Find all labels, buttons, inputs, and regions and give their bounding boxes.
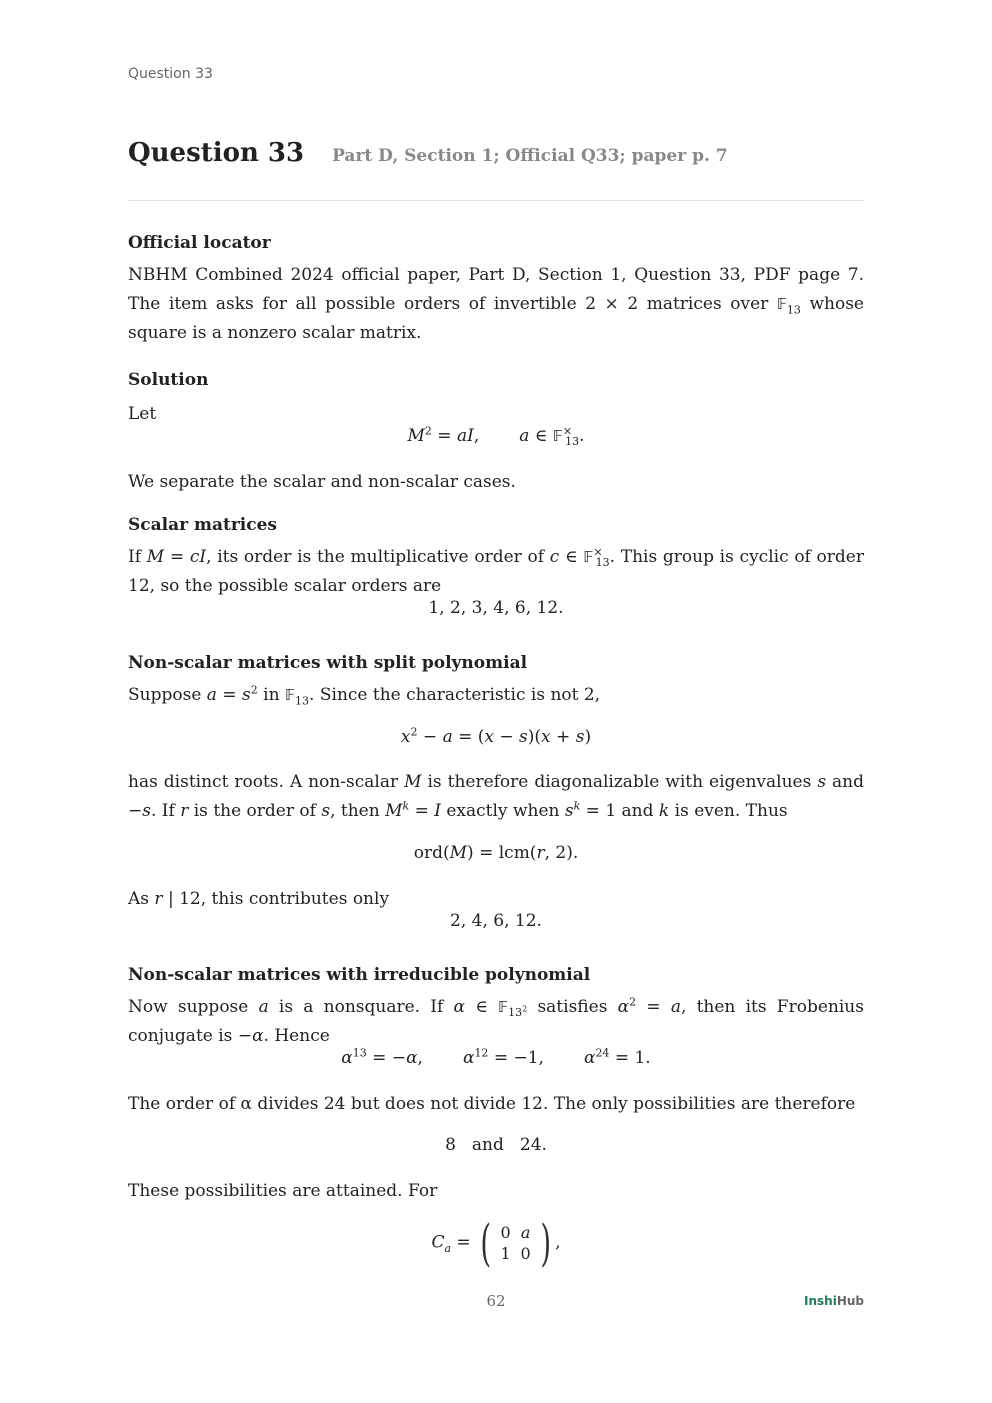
- page-title: Question 33: [128, 138, 305, 168]
- solution-separate: We separate the scalar and non-scalar cases.: [128, 472, 516, 492]
- equation-alpha-powers: $\alpha^{13} = -\alpha$, $\alpha^{12} = -1$, $\alpha^{24} = 1$.: [341, 1046, 651, 1068]
- question-subtitle: Part D, Section 1; Official Q33; paper p. 7: [332, 146, 728, 166]
- scalar-orders: 1, 2, 3, 4, 6, 12.: [428, 598, 564, 618]
- solution-let: Let: [128, 404, 157, 424]
- locator-paragraph: NBHM Combined 2024 official paper, Part D, Section 1, Question 33, PDF page 7. The item asks for all possible orders of invertible 2 × 2 matrices over 𝔽$_{13}$ whose square is a nonzero scalar matrix.: [128, 265, 864, 343]
- equation-ord: ord(M) = lcm(r, 2).: [413, 843, 579, 863]
- equation-factor: $x^2 - a = (x - s)(x + s)$: [400, 725, 592, 747]
- heading-split: Non-scalar matrices with split polynomial: [128, 653, 528, 673]
- page-number: 62: [486, 1292, 506, 1310]
- heading-scalar: Scalar matrices: [128, 515, 277, 535]
- running-header: Question 33: [128, 66, 213, 82]
- heading-irreducible: Non-scalar matrices with irreducible polynomial: [128, 965, 591, 985]
- heading-official-locator: Official locator: [128, 233, 271, 253]
- brand-logo: InshiHub: [804, 1294, 864, 1308]
- divider: [128, 200, 864, 201]
- question-heading: [128, 138, 728, 168]
- irred-possibilities: 8 and 24.: [445, 1135, 547, 1155]
- scalar-paragraph: If M = cI, its order is the multiplicative order of c ∈ 𝔽×$_{13}$. This group is cyclic of order 12, so the possible scalar orders are: [128, 545, 864, 596]
- heading-solution: Solution: [128, 370, 209, 390]
- split-paragraph: Suppose $a = s^2$ in 𝔽$_{13}$. Since the characteristic is not 2,: [128, 683, 601, 708]
- equation-square: $M^2$ = aI, a ∈ 𝔽×$_{13}$.: [407, 424, 585, 449]
- irred-paragraph: Now suppose a is a nonsquare. If α ∈ 𝔽$_{13^2}$ satisfies $\alpha^2 = a$, then its Frobenius conjugate is −α. Hence: [128, 995, 864, 1046]
- irred-order-paragraph: The order of α divides 24 but does not divide 12. The only possibilities are therefore: [128, 1094, 856, 1114]
- split-as-paragraph: As r | 12, this contributes only: [128, 889, 390, 909]
- split-contrib: 2, 4, 6, 12.: [450, 911, 542, 931]
- irred-attained-paragraph: These possibilities are attained. For: [128, 1181, 438, 1201]
- equation-companion-matrix: $C_a$ = ( 0 a 1 0 ) ,: [431, 1214, 561, 1272]
- split-roots-paragraph: has distinct roots. A non-scalar M is therefore diagonalizable with eigenvalues s and −s. If r is the order of s, then $M^k = I$ exactly when $s^k = 1$ and k is even. Thus: [128, 772, 864, 821]
